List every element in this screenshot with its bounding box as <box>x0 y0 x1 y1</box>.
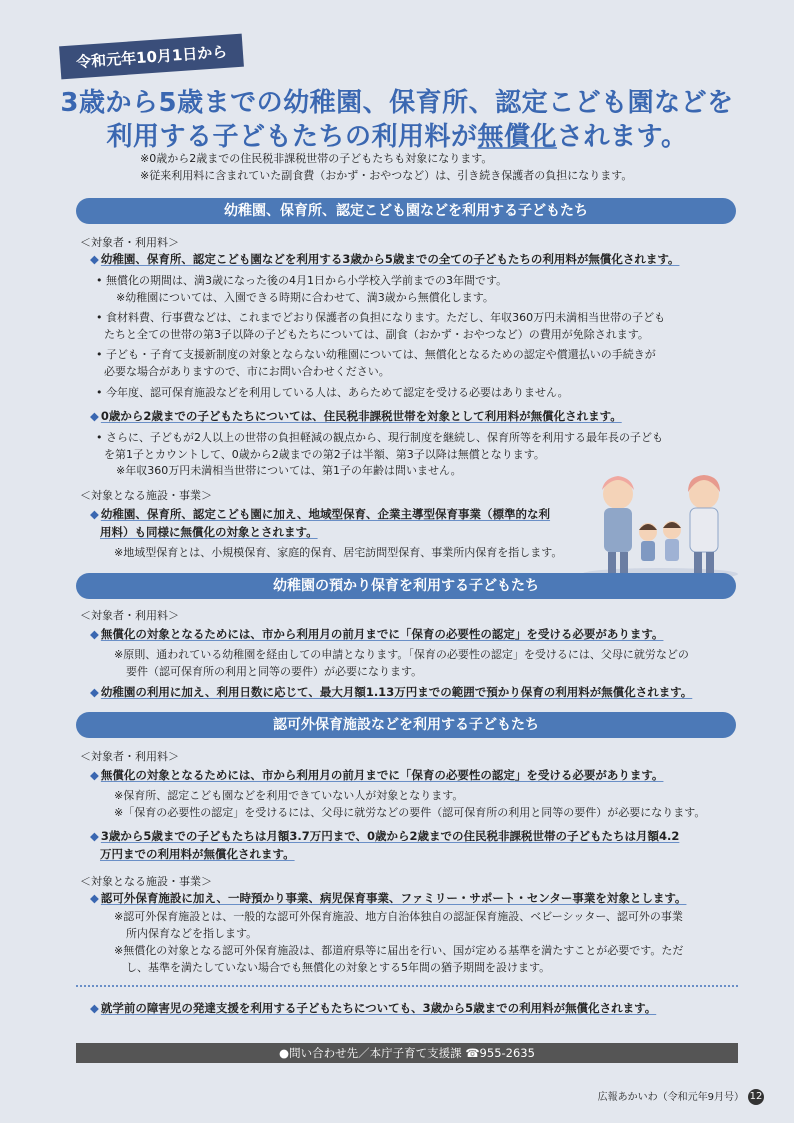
sec3-main2b-text: 万円までの利用料が無償化されます。 <box>100 847 295 861</box>
bottom-main-text: 就学前の障害児の発達支援を利用する子どもたちについても、3歳から5歳までの利用料が無償化されます。 <box>100 1001 657 1015</box>
sec2-main1 <box>90 626 663 643</box>
contact-bar: ●問い合わせ先／本庁子育て支援課 ☎955-2635 <box>76 1043 738 1063</box>
sec3-note4b: し、基準を満たしていない場合でも無償化の対象とする5年間の猶予期間を設けます。 <box>126 961 551 974</box>
top-notes <box>140 150 632 184</box>
page-number: 12 <box>748 1089 764 1105</box>
sec1-bullet3a: • 子ども・子育て支援新制度の対象とならない幼稚園については、無償化となるための認定や償還払いの手続きが <box>96 348 656 361</box>
footer <box>598 1088 764 1105</box>
diamond-icon: ◆ <box>90 891 99 905</box>
sec3-note3b: 所内保育などを指します。 <box>126 927 258 940</box>
sec2-main2 <box>90 684 692 701</box>
family-illustration <box>580 470 740 580</box>
diamond-icon: ◆ <box>90 409 99 423</box>
top-note: ※0歳から2歳までの住民税非課税世帯の子どもたちも対象になります。 <box>140 152 493 165</box>
top-note: ※従来利用料に含まれていた副食費（おかず・おやつなど）は、引き続き保護者の負担になります。 <box>140 169 633 182</box>
sec1-bullet4: • 今年度、認可保育施設などを利用している人は、あらためて認定を受ける必要はありません。 <box>96 386 569 399</box>
title-part-a: 利用する子どもたちの利用料が <box>106 122 478 152</box>
sec3-main2a-text: 3歳から5歳までの子どもたちは月額3.7万円まで、0歳から2歳までの住民税非課税世帯の子どもたちは月額4.2 <box>100 829 680 843</box>
section2-header: 幼稚園の預かり保育を利用する子どもたち <box>76 573 736 599</box>
sec1-bullet5-note: ※年収360万円未満相当世帯については、第1子の年齢は問いません。 <box>116 464 462 477</box>
dotted-divider <box>76 985 738 987</box>
sec3-tag-target: ＜対象者・利用料＞ <box>80 750 179 763</box>
sec2-tag-target: ＜対象者・利用料＞ <box>80 609 179 622</box>
sec1-main3b-text: 用料）も同様に無償化の対象とされます。 <box>100 525 318 539</box>
bottom-main <box>90 1000 656 1017</box>
page-title-line2 <box>0 116 794 153</box>
sec1-bullet5a: • さらに、子どもが2人以上の世帯の負担軽減の観点から、現行制度を継続し、保育所等を利用する最年長の子ども <box>96 431 663 444</box>
sec3-note2: ※「保育の必要性の認定」を受けるには、父母に就労などの要件（認可保育所の利用と同等の要件）が必要になります。 <box>114 806 706 819</box>
title-part-c: されます。 <box>557 122 688 152</box>
diamond-icon: ◆ <box>90 507 99 521</box>
sec1-main3a <box>90 506 550 523</box>
sec1-note3: ※地域型保育とは、小規模保育、家庭的保育、居宅訪問型保育、事業所内保育を指します。 <box>114 546 563 559</box>
sec2-main2-text: 幼稚園の利用に加え、利用日数に応じて、最大月額1.13万円までの範囲で預かり保育の利用料が無償化されます。 <box>100 685 693 699</box>
section3-header: 認可外保育施設などを利用する子どもたち <box>76 712 736 738</box>
sec1-main2-text: 0歳から2歳までの子どもたちについては、住民税非課税世帯を対象として利用料が無償化されます。 <box>100 409 622 423</box>
sec2-main1-text: 無償化の対象となるためには、市から利用月の前月までに「保育の必要性の認定」を受ける必要があります。 <box>100 627 664 641</box>
sec3-main3 <box>90 890 686 907</box>
sec3-main3-text: 認可外保育施設に加え、一時預かり事業、病児保育事業、ファミリー・サポート・センター事業を対象とします。 <box>100 891 687 905</box>
sec3-tag-facilities: ＜対象となる施設・事業＞ <box>80 875 212 888</box>
diamond-icon: ◆ <box>90 685 99 699</box>
sec3-note4a: ※無償化の対象となる認可外保育施設は、都道府県等に届出を行い、国が定める基準を満たすことが必要です。ただ <box>114 944 684 957</box>
sec3-main2a <box>90 828 679 845</box>
diamond-icon: ◆ <box>90 829 99 843</box>
diamond-icon: ◆ <box>90 768 99 782</box>
sec3-note1: ※保育所、認定こども園などを利用できていない人が対象となります。 <box>114 789 464 802</box>
sec1-bullet5b: を第1子とカウントして、0歳から2歳までの第2子は半額、第3子以降は無償となります。 <box>104 448 545 461</box>
sec1-main3b <box>100 524 318 541</box>
sec1-bullet1: • 無償化の期間は、満3歳になった後の4月1日から小学校入学前までの3年間です。 <box>96 274 508 287</box>
sec1-bullet2a: • 食材料費、行事費などは、これまでどおり保護者の負担になります。ただし、年収360万円未満相当世帯の子ども <box>96 311 666 324</box>
sec1-bullet2b: たちと全ての世帯の第3子以降の子どもたちについては、副食（おかず・おやつなど）の費用が免除されます。 <box>104 328 649 341</box>
page-title-line1: 3歳から5歳までの幼稚園、保育所、認定こども園などを <box>60 88 734 118</box>
date-tag: 令和元年10月1日から <box>59 34 244 80</box>
section1-header: 幼稚園、保育所、認定こども園などを利用する子どもたち <box>76 198 736 224</box>
sec3-note3a: ※認可外保育施設とは、一般的な認可外保育施設、地方自治体独自の認証保育施設、ベビーシッター、認可外の事業 <box>114 910 683 923</box>
diamond-icon: ◆ <box>90 252 99 266</box>
sec1-bullet3b: 必要な場合がありますので、市にお問い合わせください。 <box>104 365 390 378</box>
sec1-tag-target: ＜対象者・利用料＞ <box>80 236 179 249</box>
sec3-main1-text: 無償化の対象となるためには、市から利用月の前月までに「保育の必要性の認定」を受ける必要があります。 <box>100 768 664 782</box>
sec1-bullet1-note: ※幼稚園については、入園できる時期に合わせて、満3歳から無償化します。 <box>116 291 494 304</box>
sec1-main1-text: 幼稚園、保育所、認定こども園などを利用する3歳から5歳までの全ての子どもたちの利用料が無償化されます。 <box>100 252 680 266</box>
sec1-main2 <box>90 408 622 425</box>
sec2-note1b: 要件（認可保育所の利用と同等の要件）が必要になります。 <box>126 665 423 678</box>
sec1-main3a-text: 幼稚園、保育所、認定こども園に加え、地域型保育、企業主導型保育事業（標準的な利 <box>100 507 551 521</box>
sec1-main1 <box>90 251 679 268</box>
diamond-icon: ◆ <box>90 1001 99 1015</box>
diamond-icon: ◆ <box>90 627 99 641</box>
footer-text: 広報あかいわ（令和元年9月号） <box>597 1092 744 1103</box>
sec1-tag-facilities: ＜対象となる施設・事業＞ <box>80 489 212 502</box>
title-emphasis: 無償化 <box>477 122 558 152</box>
sec3-main2b <box>100 846 295 863</box>
sec2-note1a: ※原則、通われている幼稚園を経由しての申請となります。「保育の必要性の認定」を受けるには、父母に就労などの <box>114 648 689 661</box>
sec3-main1 <box>90 767 663 784</box>
